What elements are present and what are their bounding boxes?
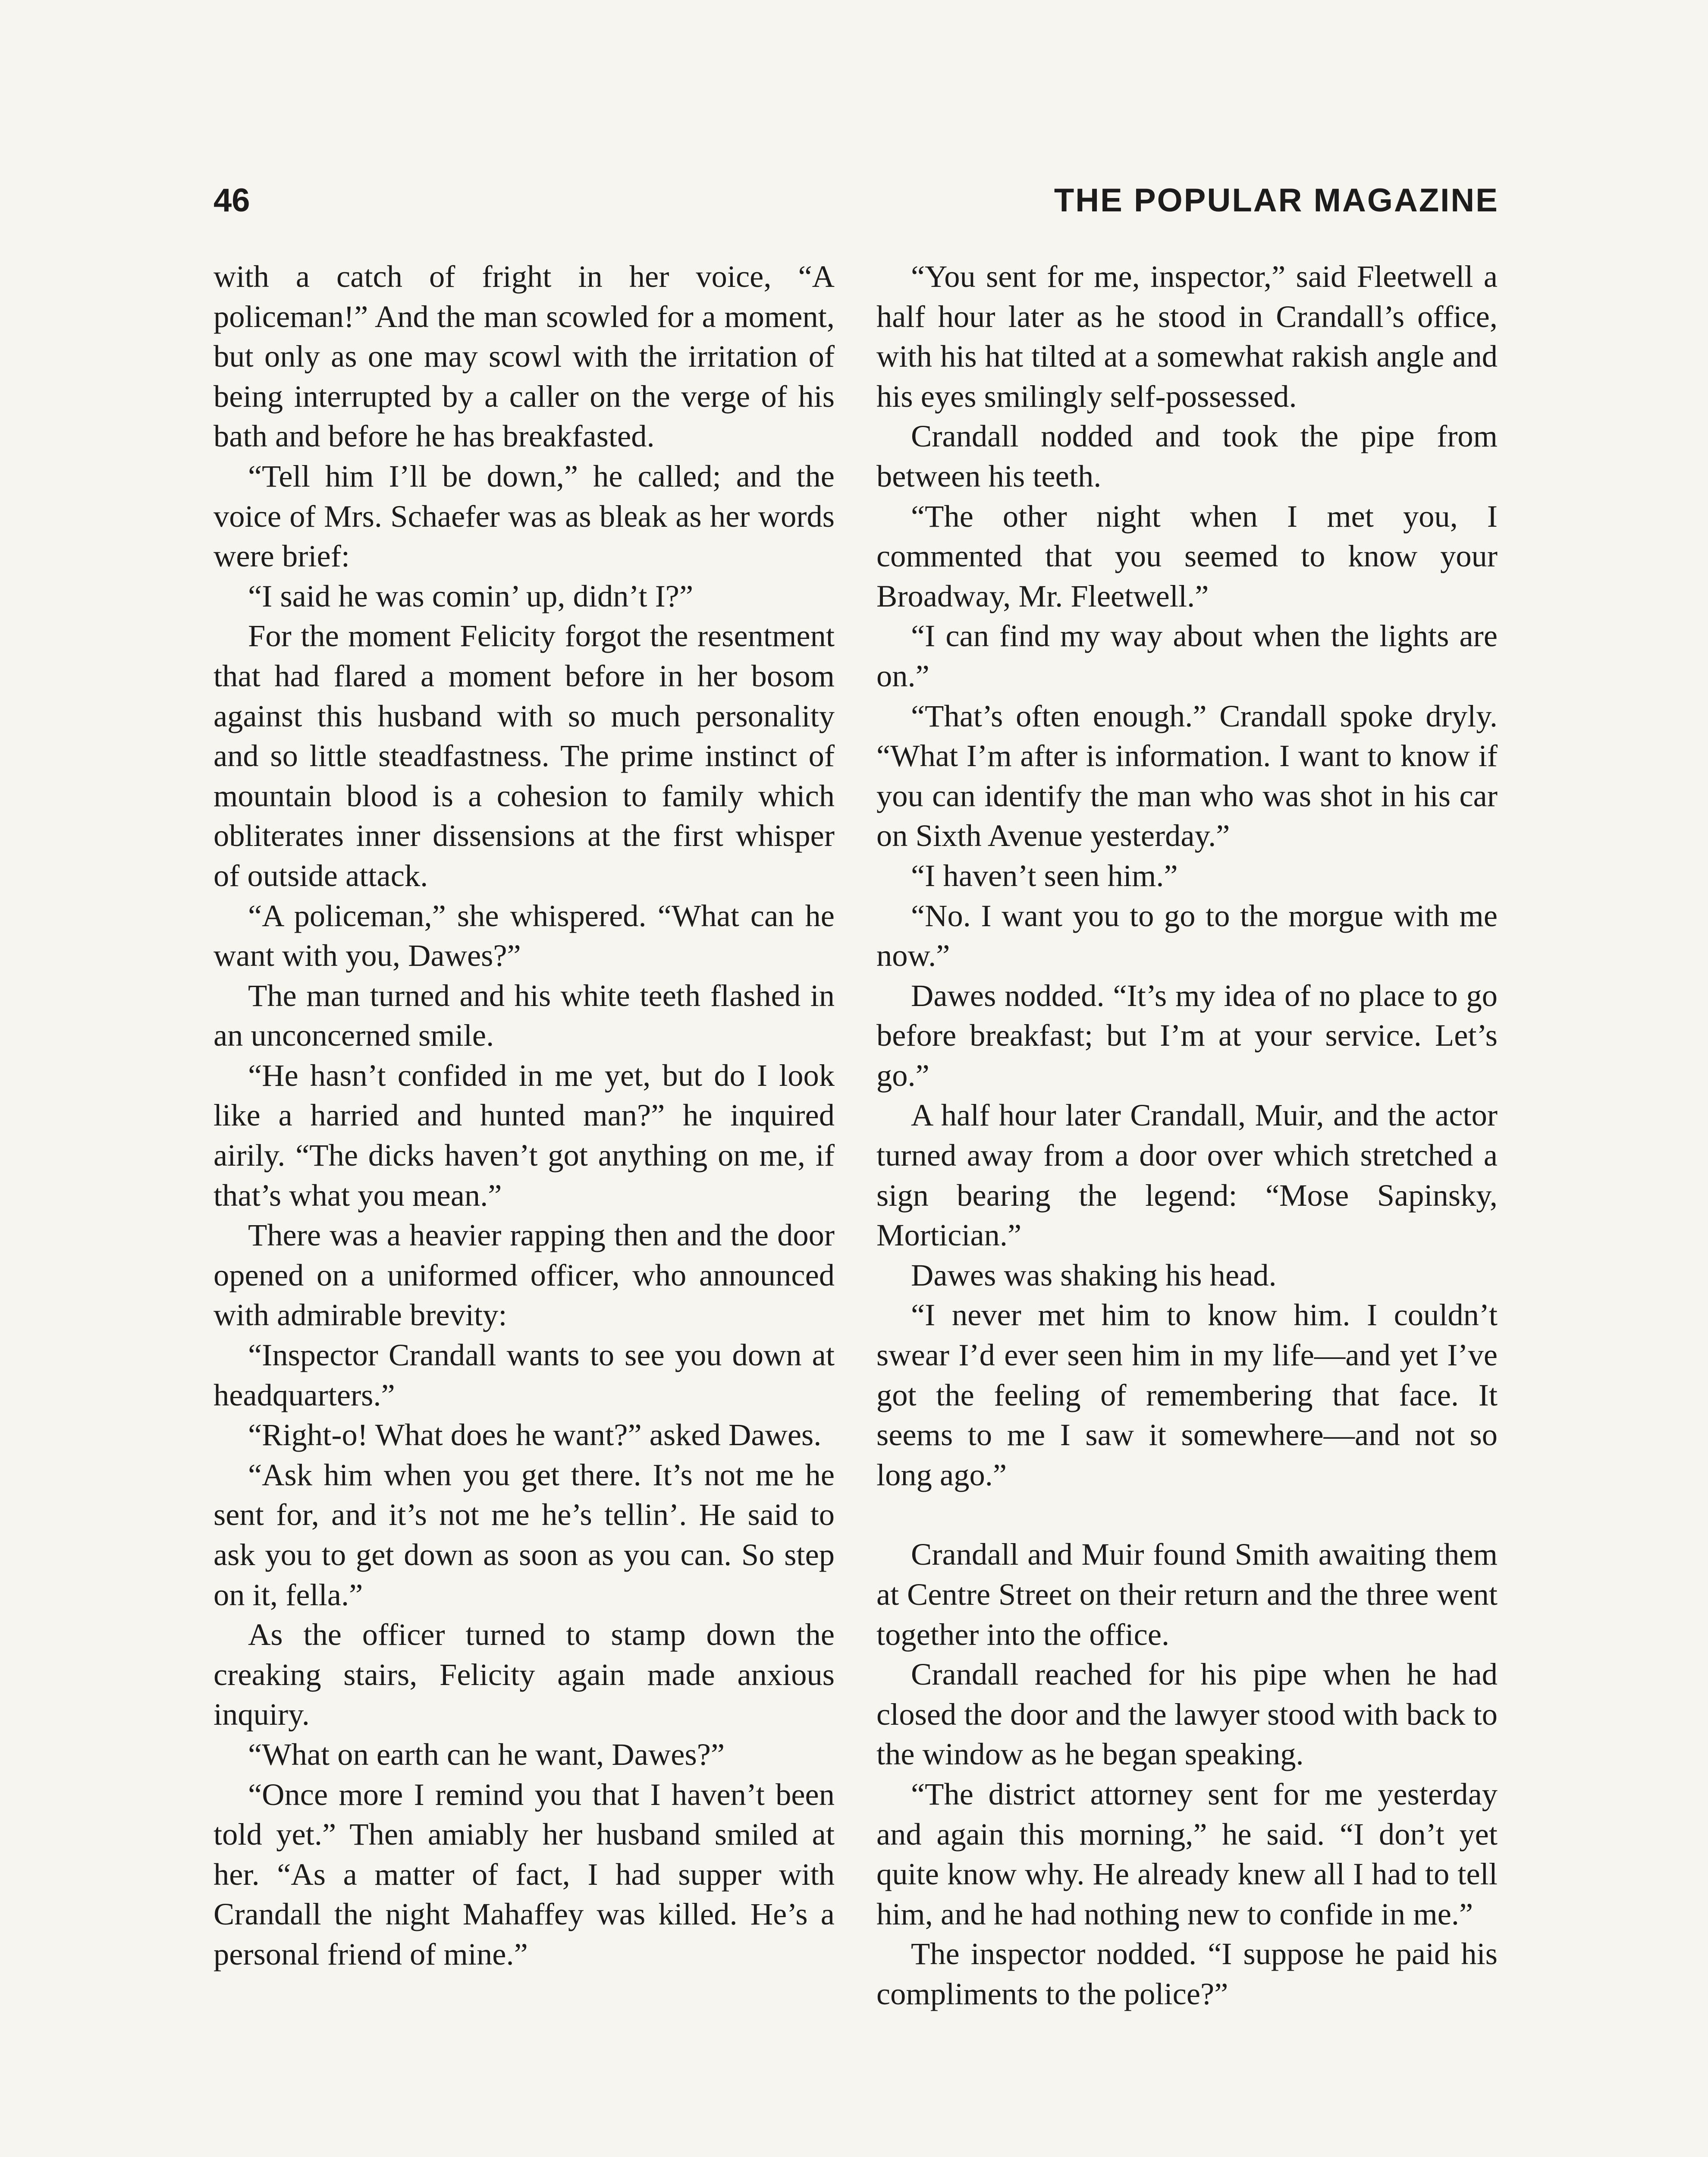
paragraph: There was a heavier rapping then and the door opened on a uniformed officer, who announced with admirable brevity: xyxy=(214,1217,835,1333)
paragraph: “Tell him I’ll be down,” he called; and the voice of Mrs. Schaefer was as bleak as her words were brief: xyxy=(214,458,835,574)
paragraph: “I said he was comin’ up, didn’t I?” xyxy=(248,578,694,613)
right-column xyxy=(876,257,1498,2014)
paragraph: Crandall nodded and took the pipe from between his teeth. xyxy=(876,418,1498,494)
paragraph: “I haven’t seen him.” xyxy=(911,858,1178,893)
paragraph: “You sent for me, inspector,” said Fleetwell a half hour later as he stood in Crandall’s office, with his hat tilted at a somewhat rakish angle and his eyes smilingly self-possessed. xyxy=(876,259,1498,414)
paragraph: As the officer turned to stamp down the creaking stairs, Felicity again made anxious inquiry. xyxy=(214,1617,835,1732)
paragraph: A half hour later Crandall, Muir, and the actor turned away from a door over which stretched a sign bearing the legend: “Mose Sapinsky, Mortician.” xyxy=(876,1097,1498,1253)
paragraph: “I can find my way about when the lights are on.” xyxy=(876,618,1498,693)
paragraph: For the moment Felicity forgot the resentment that had flared a moment before in her bosom against this husband with so much personality and so little steadfastness. The prime instinct of mountain blood is a cohesion to family which obliterates inner dissensions at the first whisper of outside attack. xyxy=(214,618,835,893)
paragraph: “Right-o! What does he want?” asked Dawes. xyxy=(248,1417,822,1453)
paragraph: The man turned and his white teeth flashed in an unconcerned smile. xyxy=(214,978,835,1053)
paragraph: “Ask him when you get there. It’s not me he sent for, and it’s not me he’s tellin’. He said to ask you to get down as soon as you can. So step on it, fella.” xyxy=(214,1457,835,1612)
paragraph: “Once more I remind you that I haven’t been told yet.” Then amiably her husband smiled at her. “As a matter of fact, I had supper with Crandall the night Mahaffey was killed. He’s a personal friend of mine.” xyxy=(214,1777,835,1971)
paragraph: “Inspector Crandall wants to see you down at headquarters.” xyxy=(214,1337,835,1412)
paragraph: “That’s often enough.” Crandall spoke dryly. “What I’m after is information. I want to know if you can identify the man who was shot in his car on Sixth Avenue yesterday.” xyxy=(876,698,1498,853)
paragraph: “He hasn’t confided in me yet, but do I look like a harried and hunted man?” he inquired airily. “The dicks haven’t got anything on me, if that’s what you mean.” xyxy=(214,1057,835,1213)
paragraph: “A policeman,” she whispered. “What can he want with you, Dawes?” xyxy=(214,898,835,973)
page-number: 46 xyxy=(214,182,250,219)
paragraph: Dawes nodded. “It’s my idea of no place to go before breakfast; but I’m at your service. Let’s go.” xyxy=(876,978,1498,1093)
paragraph: “No. I want you to go to the morgue with me now.” xyxy=(876,898,1498,973)
paragraph: Crandall and Muir found Smith awaiting them at Centre Street on their return and the three went together into the office. xyxy=(876,1537,1498,1652)
page-header xyxy=(214,177,1499,224)
paragraph: “I never met him to know him. I couldn’t swear I’d ever seen him in my life—and yet I’ve got the feeling of remembering that face. It seems to me I saw it somewhere—and not so long ago.” xyxy=(876,1297,1498,1492)
paragraph: “The district attorney sent for me yesterday and again this morning,” he said. “I don’t yet quite know why. He already knew all I had to tell him, and he had nothing new to confide in me.” xyxy=(876,1776,1498,1931)
running-title: THE POPULAR MAGAZINE xyxy=(1054,182,1499,219)
paragraph: with a catch of fright in her voice, “A policeman!” And the man scowled for a moment, but only as one may scowl with the irritation of being interrupted by a caller on the verge of his bath and before he has breakfasted. xyxy=(214,259,835,454)
left-column xyxy=(214,257,835,1975)
paragraph: Dawes was shaking his head. xyxy=(911,1257,1277,1292)
paragraph: Crandall reached for his pipe when he had closed the door and the lawyer stood with back to the window as he began speaking. xyxy=(876,1657,1498,1772)
paragraph: “What on earth can he want, Dawes?” xyxy=(248,1736,725,1772)
paragraph: The inspector nodded. “I suppose he paid his compliments to the police?” xyxy=(876,1936,1498,2011)
paragraph: “The other night when I met you, I commented that you seemed to know your Broadway, Mr. Fleetwell.” xyxy=(876,498,1498,613)
